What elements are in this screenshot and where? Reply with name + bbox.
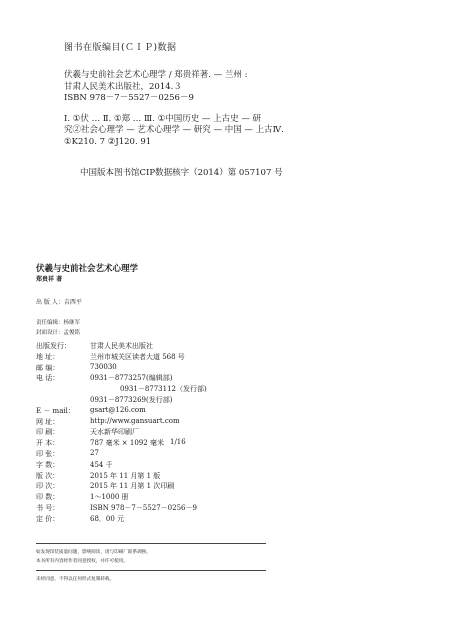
detail-row-address [36,352,416,363]
detail-label: 开 本： [36,439,60,448]
cip-header: 图书在版编目(ＣＩＰ)数据 [64,43,177,53]
detail-value: 454 千 [90,460,113,469]
detail-row-issuer [36,341,416,352]
detail-value: 27 [90,448,99,457]
detail-row-printing [36,481,416,492]
detail-label: 网 址： [36,417,60,426]
cip-subject-line: Ⅰ. ①伏 … Ⅱ. ①郑 … Ⅲ. ①中国历史 — 上古史 — 研 [64,113,262,124]
cip-data-number: 中国版本图书馆CIP数据核字（2014）第 057107 号 [80,168,283,178]
cip-subject-line: 究②社会心理学 — 艺术心理学 — 研究 — 中国 — 上古Ⅳ. [64,125,284,135]
detail-label: 定 价： [36,514,60,523]
cip-entry-line: 伏羲与史前社会艺术心理学 / 郑贵祥著. — 兰州 : [64,70,248,80]
detail-value: http://www.gansuart.com [90,416,180,425]
detail-row-isbn [36,503,416,514]
note-line: 本书所有内容经作者同意授权，并许可使用。 [36,558,128,564]
editor-credit: 责任编辑：杨继军 [36,320,81,326]
detail-label: 出版发行： [36,342,71,350]
detail-value: 730030 [90,362,117,371]
detail-row-website [36,417,416,428]
detail-label: 印 次： [36,482,60,491]
publishing-details [36,341,416,525]
detail-row-postcode [36,363,416,374]
detail-value: 兰州市城关区读者大道 568 号 [90,352,185,361]
detail-label: 版 次： [36,471,60,480]
detail-label: 邮 编： [36,363,60,372]
detail-value: 天水新华印刷厂 [90,428,139,437]
detail-label: 印 张： [36,449,60,458]
detail-value: gsart@126.com [90,405,146,414]
book-author: 郑贵祥 著 [36,276,63,283]
detail-row-phone-cont [36,384,416,395]
detail-value: 2015 年 11 月第 1 版 [90,471,161,480]
detail-label: 印 刷： [36,428,60,437]
note-line: 未经同意，不得以任何形式复制转载。 [36,577,115,582]
detail-label: 书 号： [36,503,60,512]
detail-label: 字 数： [36,460,60,469]
detail-label: 地 址： [36,352,60,361]
detail-row-email [36,406,416,417]
detail-value: ISBN 978－7－5527－0256－9 [90,503,197,512]
detail-row-phone-cont [36,395,416,406]
detail-format-fraction: 1/16 [170,438,186,447]
notes [36,549,296,566]
detail-row-edition [36,471,416,482]
detail-value: 68．00 元 [90,514,125,523]
cip-entry-line: ISBN 978－7－5527－0256－9 [64,93,194,103]
detail-label: E － mail： [36,406,75,415]
book-title: 伏羲与史前社会艺术心理学 [36,264,139,274]
detail-row-copies [36,492,416,503]
detail-value: 787 毫米 × 1092 毫米 [90,439,164,448]
detail-value: 0931－8773112（发行部) [120,385,207,394]
cip-subject-line: ①K210. 7 ②J120. 91 [64,136,152,147]
detail-value: 2015 年 11 月第 1 次印刷 [90,482,175,491]
detail-row-format [36,438,416,449]
detail-value: 0931－8773269(发行部) [90,395,173,404]
publisher-credit: 出 版 人：吉西平 [36,299,82,306]
detail-label: 电 话： [36,374,60,383]
detail-row-sheets [36,449,416,460]
cip-record [64,70,404,148]
detail-row-printer [36,427,416,438]
divider [36,543,266,544]
note-line: 如发现印装质量问题，影响阅读，请与印刷厂联系调换。 [36,550,151,555]
detail-value: 0931－8773257(编辑部) [90,374,173,383]
detail-row-words [36,460,416,471]
detail-value: 1～1000 册 [90,493,129,502]
detail-label: 印 数： [36,493,60,502]
detail-row-phone [36,373,416,384]
detail-value: 甘肃人民美术出版社 [90,342,153,350]
cip-entry-line: 甘肃人民美术出版社，2014.３ [64,81,182,92]
designer-credit: 封面设计：孟俊铭 [36,330,81,336]
detail-row-price [36,514,416,525]
divider [36,570,266,571]
